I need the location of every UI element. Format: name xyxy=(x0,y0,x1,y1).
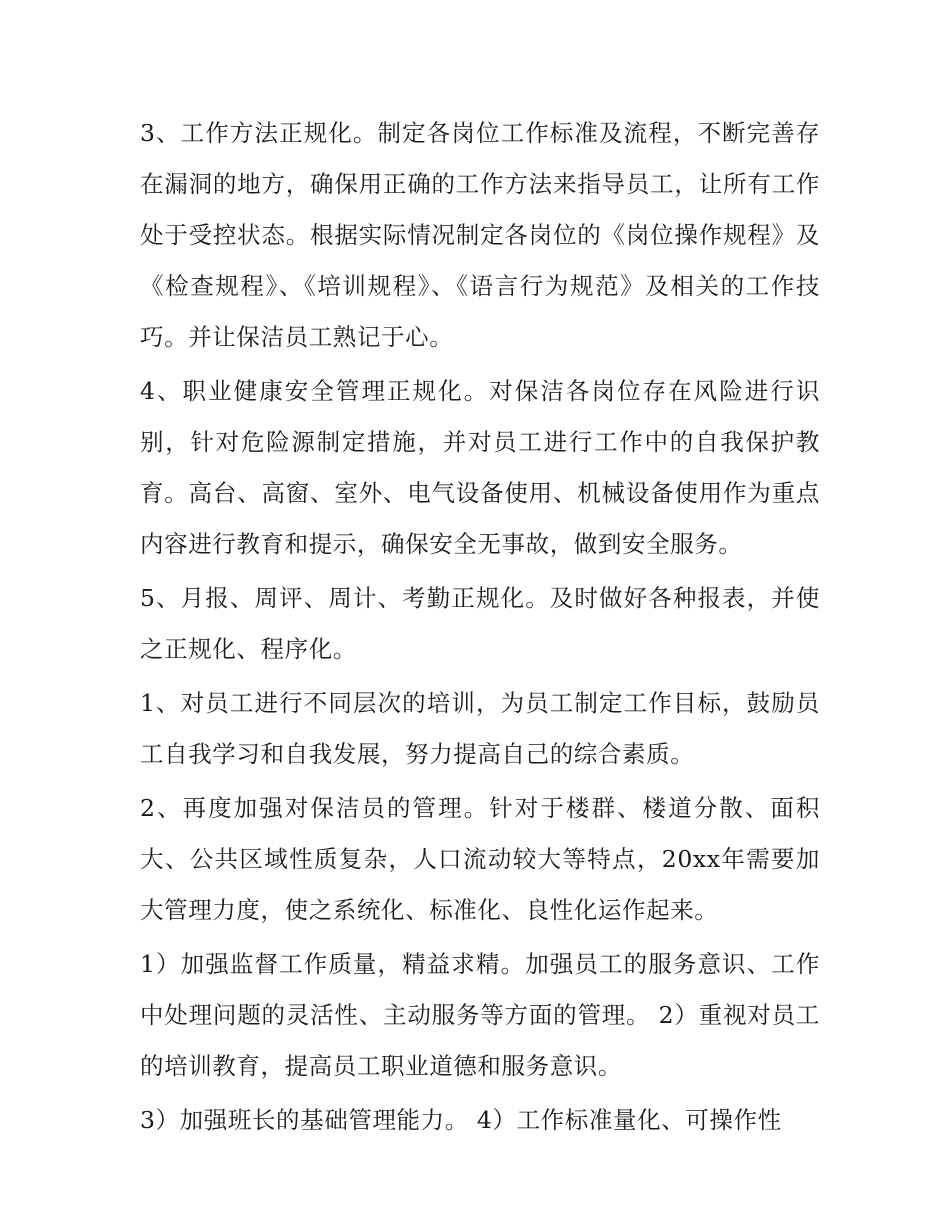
paragraph-supervision: 1）加强监督工作质量，精益求精。加强员工的服务意识、工作中处理问题的灵活性、主动服务等方面的管理。 2）重视对员工的培训教育，提高员工职业道德和服务意识。 xyxy=(140,950,820,1080)
paragraph-reports: 5、月报、周评、周计、考勤正规化。及时做好各种报表，并使之正规化、程序化。 xyxy=(140,584,820,663)
paragraph-training: 1、对员工进行不同层次的培训，为员工制定工作目标，鼓励员工自我学习和自我发展，努力提高自己的综合素质。 xyxy=(140,689,820,768)
paragraph-work-method: 3、工作方法正规化。制定各岗位工作标准及流程，不断完善存在漏洞的地方，确保用正确的工作方法来指导员工，让所有工作处于受控状态。根据实际情况制定各岗位的《岗位操作规程》及《检查规程》、《培训规程》、《语言行为规范》及相关的工作技巧。并让保洁员工熟记于心。 xyxy=(140,119,820,351)
paragraph-cleaner-management: 2、再度加强对保洁员的管理。针对于楼群、楼道分散、面积大、公共区域性质复杂，人口流动较大等特点，20xx年需要加大管理力度，使之系统化、标准化、良性化运作起来。 xyxy=(140,794,820,924)
document-body xyxy=(140,108,820,1149)
paragraph-safety-management: 4、职业健康安全管理正规化。对保洁各岗位存在风险进行识别，针对危险源制定措施，并对员工进行工作中的自我保护教育。高台、高窗、室外、电气设备使用、机械设备使用作为重点内容进行教育和提示，确保安全无事故，做到安全服务。 xyxy=(140,377,820,558)
paragraph-team-leader: 3）加强班长的基础管理能力。 4）工作标准量化、可操作性 xyxy=(140,1106,782,1134)
